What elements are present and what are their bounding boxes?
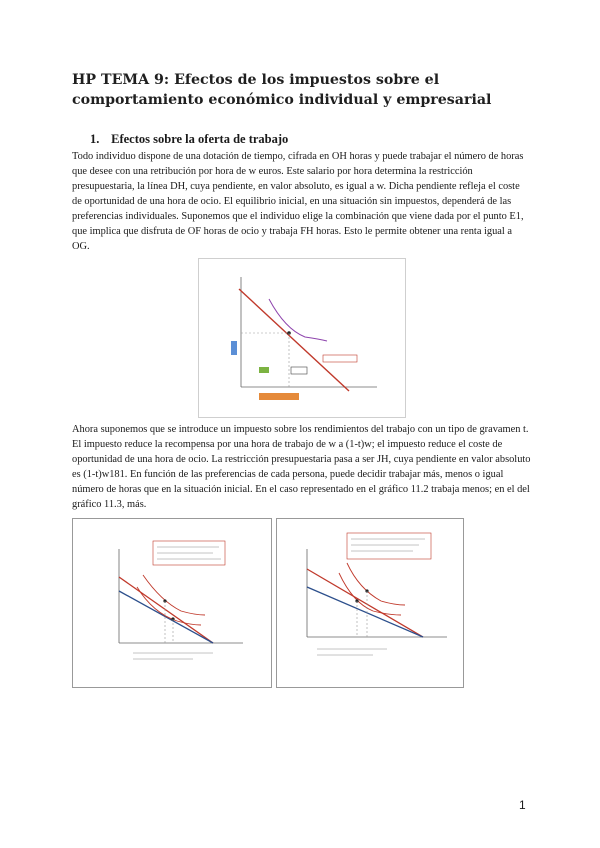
page-number: 1 <box>519 798 526 812</box>
figure-works-less <box>72 518 272 688</box>
section-number: 1. <box>90 132 100 146</box>
budget-line-jh <box>307 587 423 637</box>
figure-works-more-graphic <box>277 519 463 687</box>
indifference-curve <box>269 299 327 341</box>
label-box <box>291 367 307 374</box>
section-title: Efectos sobre la oferta de trabajo <box>111 132 289 146</box>
label-blue-box <box>231 341 237 355</box>
figure-works-less-graphic <box>73 519 271 687</box>
budget-line-jh <box>119 591 213 643</box>
budget-line-dh <box>119 577 213 643</box>
label-orange-box <box>259 393 299 400</box>
page-title: HP TEMA 9: Efectos de los impuestos sobre el comportamiento económico individual y empresarial <box>72 72 492 108</box>
budget-line-dh <box>307 569 423 637</box>
label-green-box <box>259 367 269 373</box>
paragraph-1: Todo individuo dispone de una dotación de tiempo, cifrada en OH horas y puede trabajar el número de horas que desee con una retribución por hora de w euros. Este salario por hora determina la restricción presupuestaria, la línea DH, cuya pendiente, en valor absoluto, es igual a w. Dicha pendiente refleja el coste de oportunidad de una hora de ocio. El equilibrio inicial, en una situación sin impuestos, dependerá de las preferencias individuales. Suponemos que el individuo elige la combinación que viene dada por el punto E1, que implica que disfruta de OF horas de ocio y trabaja FH horas. Esto le permite obtener una renta igual a OG. <box>72 151 524 252</box>
legend-budget-box <box>323 355 357 362</box>
section-heading <box>90 132 288 147</box>
paragraph-2: Ahora suponemos que se introduce un impuesto sobre los rendimientos del trabajo con un tipo de gravamen t. El impuesto reduce la recompensa por una hora de trabajo de w a (1-t)w; el impuesto reduce el coste de oportunidad de una hora de ocio. La restricción presupuestaria pasa a ser JH, cuya pendiente en valor absoluto es (1-t)w181. En función de las preferencias de cada persona, puede decidir trabajar más, menos o igual número de horas que en la situación inicial. En el caso representado en el gráfico 11.2 trabaja menos; en el del gráfico 11.3, más. <box>72 424 531 510</box>
figure-works-more <box>276 518 464 688</box>
figure-labor-supply-graphic <box>199 259 405 417</box>
budget-line-dh <box>239 289 349 391</box>
annotation-box <box>347 533 431 559</box>
figure-labor-supply <box>198 258 406 418</box>
